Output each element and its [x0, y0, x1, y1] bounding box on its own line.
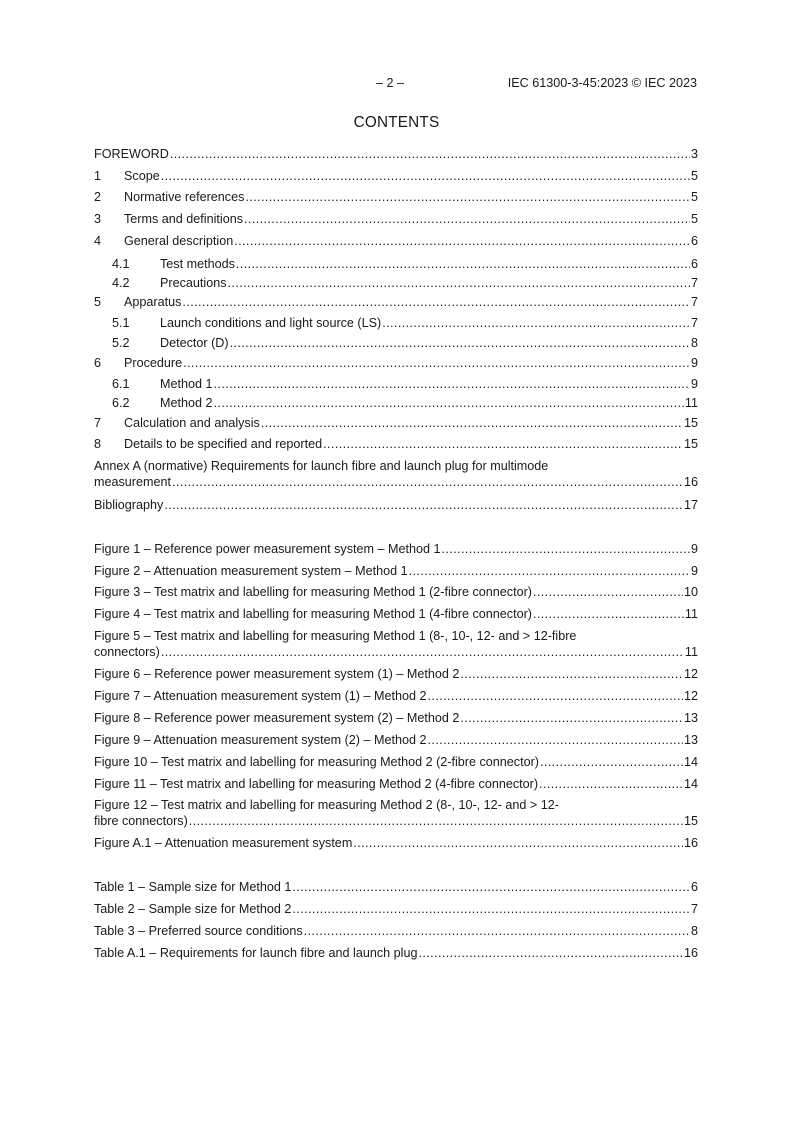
figure-entry-title: Figure 3 – Test matrix and labelling for measuring Method 1 (2-fibre connector): [94, 585, 532, 599]
toc-entry-normative-references[interactable]: [94, 189, 698, 205]
toc-entry-title: Procedure: [124, 356, 183, 370]
toc-entry-title: Details to be specified and reported: [124, 437, 323, 451]
figure-entry-title: connectors): [94, 645, 160, 659]
toc-entry-page: 5: [690, 190, 698, 204]
table-entry-title: Table 3 – Preferred source conditions: [94, 924, 303, 938]
figure-entry-page: 9: [690, 542, 698, 556]
figure-entry-page: 11: [684, 607, 698, 621]
toc-entry-number: 7: [94, 416, 102, 430]
toc-entry-scope[interactable]: [94, 168, 698, 184]
document-reference: IEC 61300-3-45:2023 © IEC 2023: [507, 76, 697, 90]
toc-entry-title: measurement: [94, 475, 171, 489]
table-entry-page: 7: [690, 902, 698, 916]
page-header: [0, 76, 793, 92]
toc-entry-page: 17: [683, 498, 698, 512]
toc-entry-method-2[interactable]: [112, 395, 698, 411]
table-entry-page: 6: [690, 880, 698, 894]
toc-entry-page: 3: [690, 147, 698, 161]
toc-entry-page: 9: [690, 356, 698, 370]
table-entry[interactable]: [94, 945, 698, 961]
figure-entry-title: Figure 10 – Test matrix and labelling for measuring Method 2 (2-fibre connector): [94, 755, 539, 769]
figure-entry-page: 13: [683, 733, 698, 747]
toc-entry-page: 7: [690, 316, 698, 330]
toc-entry-title: Method 1: [160, 377, 213, 391]
figure-entry-line1[interactable]: Figure 5 – Test matrix and labelling for measuring Method 1 (8-, 10-, 12- and > 12-fibre: [94, 629, 577, 643]
toc-entry-number: 6.1: [112, 377, 130, 391]
toc-entry-page: 7: [690, 295, 698, 309]
toc-entry-page: 15: [683, 437, 698, 451]
figure-entry-page: 13: [683, 711, 698, 725]
figure-entry[interactable]: [94, 541, 698, 557]
figure-entry[interactable]: [94, 835, 698, 851]
table-entry-page: 8: [690, 924, 698, 938]
page-number: – 2 –: [376, 76, 405, 90]
toc-entry-number: 6: [94, 356, 102, 370]
figure-entry-title: Figure 7 – Attenuation measurement system (1) – Method 2: [94, 689, 427, 703]
toc-entry-page: 15: [683, 416, 698, 430]
toc-entry-page: 9: [690, 377, 698, 391]
figure-entry-page: 12: [683, 667, 698, 681]
toc-entry-title: Test methods: [160, 257, 235, 271]
toc-entry-general-description[interactable]: [94, 233, 698, 249]
toc-entry-title: Calculation and analysis: [124, 416, 260, 430]
figure-entry-page: 15: [683, 814, 698, 828]
toc-entry-launch-conditions[interactable]: [112, 315, 698, 331]
toc-entry-page: 6: [690, 257, 698, 271]
table-entry-title: Table 2 – Sample size for Method 2: [94, 902, 292, 916]
toc-entry-title: Apparatus: [124, 295, 182, 309]
table-entry[interactable]: [94, 901, 698, 917]
figure-entry-line1[interactable]: Figure 12 – Test matrix and labelling for measuring Method 2 (8-, 10-, 12- and > 12-: [94, 798, 559, 812]
toc-entry-page: 7: [690, 276, 698, 290]
figure-entry-page: 10: [683, 585, 698, 599]
toc-entry-annex-a-line1[interactable]: Annex A (normative) Requirements for launch fibre and launch plug for multimode: [94, 459, 549, 473]
toc-entry-page: 16: [683, 475, 698, 489]
figure-entry[interactable]: [94, 644, 698, 660]
figure-entry-page: 14: [683, 755, 698, 769]
toc-entry-number: 5: [94, 295, 102, 309]
toc-entry-number: 1: [94, 169, 102, 183]
figure-entry[interactable]: [94, 606, 698, 622]
toc-entry-title: Bibliography: [94, 498, 164, 512]
toc-entry-test-methods[interactable]: [112, 256, 698, 272]
figure-entry[interactable]: [94, 813, 698, 829]
toc-entry-apparatus[interactable]: [94, 294, 698, 310]
toc-entry-annex-a[interactable]: [94, 474, 698, 490]
toc-entry-page: 5: [690, 169, 698, 183]
toc-entry-foreword[interactable]: [94, 146, 698, 162]
toc-entry-page: 11: [684, 396, 698, 410]
toc-entry-number: 5.1: [112, 316, 130, 330]
toc-entry-title: FOREWORD: [94, 147, 169, 161]
toc-entry-calculation-analysis[interactable]: [94, 415, 698, 431]
figure-entry-page: 14: [683, 777, 698, 791]
toc-entry-page: 5: [690, 212, 698, 226]
toc-entry-title: Method 2: [160, 396, 213, 410]
table-entry-page: 16: [683, 946, 698, 960]
figure-entry-title: Figure 2 – Attenuation measurement system – Method 1: [94, 564, 408, 578]
figure-entry-title: Figure A.1 – Attenuation measurement system: [94, 836, 353, 850]
figure-entry-title: fibre connectors): [94, 814, 188, 828]
toc-entry-details-specified[interactable]: [94, 436, 698, 452]
figure-entry-page: 11: [684, 645, 698, 659]
figure-entry-title: Figure 8 – Reference power measurement system (2) – Method 2: [94, 711, 460, 725]
toc-entry-number: 6.2: [112, 396, 130, 410]
table-entry-title: Table 1 – Sample size for Method 1: [94, 880, 292, 894]
table-entry[interactable]: [94, 923, 698, 939]
toc-entry-title: Normative references: [124, 190, 245, 204]
toc-entry-page: 8: [690, 336, 698, 350]
toc-entry-number: 8: [94, 437, 102, 451]
toc-entry-number: 4.2: [112, 276, 130, 290]
figure-entry-title: Figure 6 – Reference power measurement system (1) – Method 2: [94, 667, 460, 681]
toc-entry-method-1[interactable]: [112, 376, 698, 392]
toc-entry-number: 5.2: [112, 336, 130, 350]
figure-entry-title: Figure 4 – Test matrix and labelling for measuring Method 1 (4-fibre connector): [94, 607, 532, 621]
table-entry-title: Table A.1 – Requirements for launch fibre and launch plug: [94, 946, 418, 960]
figure-entry[interactable]: [94, 776, 698, 792]
toc-entry-title: General description: [124, 234, 234, 248]
table-entry[interactable]: [94, 879, 698, 895]
figure-entry[interactable]: [94, 710, 698, 726]
toc-entry-title: Terms and definitions: [124, 212, 244, 226]
toc-entry-title: Launch conditions and light source (LS): [160, 316, 382, 330]
figure-entry[interactable]: [94, 754, 698, 770]
toc-entry-procedure[interactable]: [94, 355, 698, 371]
toc-entry-number: 4.1: [112, 257, 130, 271]
figure-entry-page: 12: [683, 689, 698, 703]
figure-entry-page: 16: [683, 836, 698, 850]
toc-entry-title: Scope: [124, 169, 160, 183]
toc-entry-terms-definitions[interactable]: [94, 211, 698, 227]
toc-entry-title: Detector (D): [160, 336, 229, 350]
toc-entry-bibliography[interactable]: [94, 497, 698, 513]
figure-entry[interactable]: [94, 732, 698, 748]
figure-entry-title: Figure 9 – Attenuation measurement system (2) – Method 2: [94, 733, 427, 747]
toc-entry-precautions[interactable]: [112, 275, 698, 291]
toc-entry-number: 2: [94, 190, 102, 204]
toc-entry-number: 3: [94, 212, 102, 226]
figure-entry[interactable]: [94, 563, 698, 579]
toc-entry-title: Precautions: [160, 276, 227, 290]
contents-title: CONTENTS: [353, 114, 440, 131]
figure-entry[interactable]: [94, 666, 698, 682]
toc-entry-number: 4: [94, 234, 102, 248]
figure-entry[interactable]: [94, 584, 698, 600]
figure-entry[interactable]: [94, 688, 698, 704]
toc-entry-detector[interactable]: [112, 335, 698, 351]
figure-entry-title: Figure 11 – Test matrix and labelling for measuring Method 2 (4-fibre connector): [94, 777, 539, 791]
toc-entry-page: 6: [690, 234, 698, 248]
figure-entry-title: Figure 1 – Reference power measurement system – Method 1: [94, 542, 441, 556]
figure-entry-page: 9: [690, 564, 698, 578]
